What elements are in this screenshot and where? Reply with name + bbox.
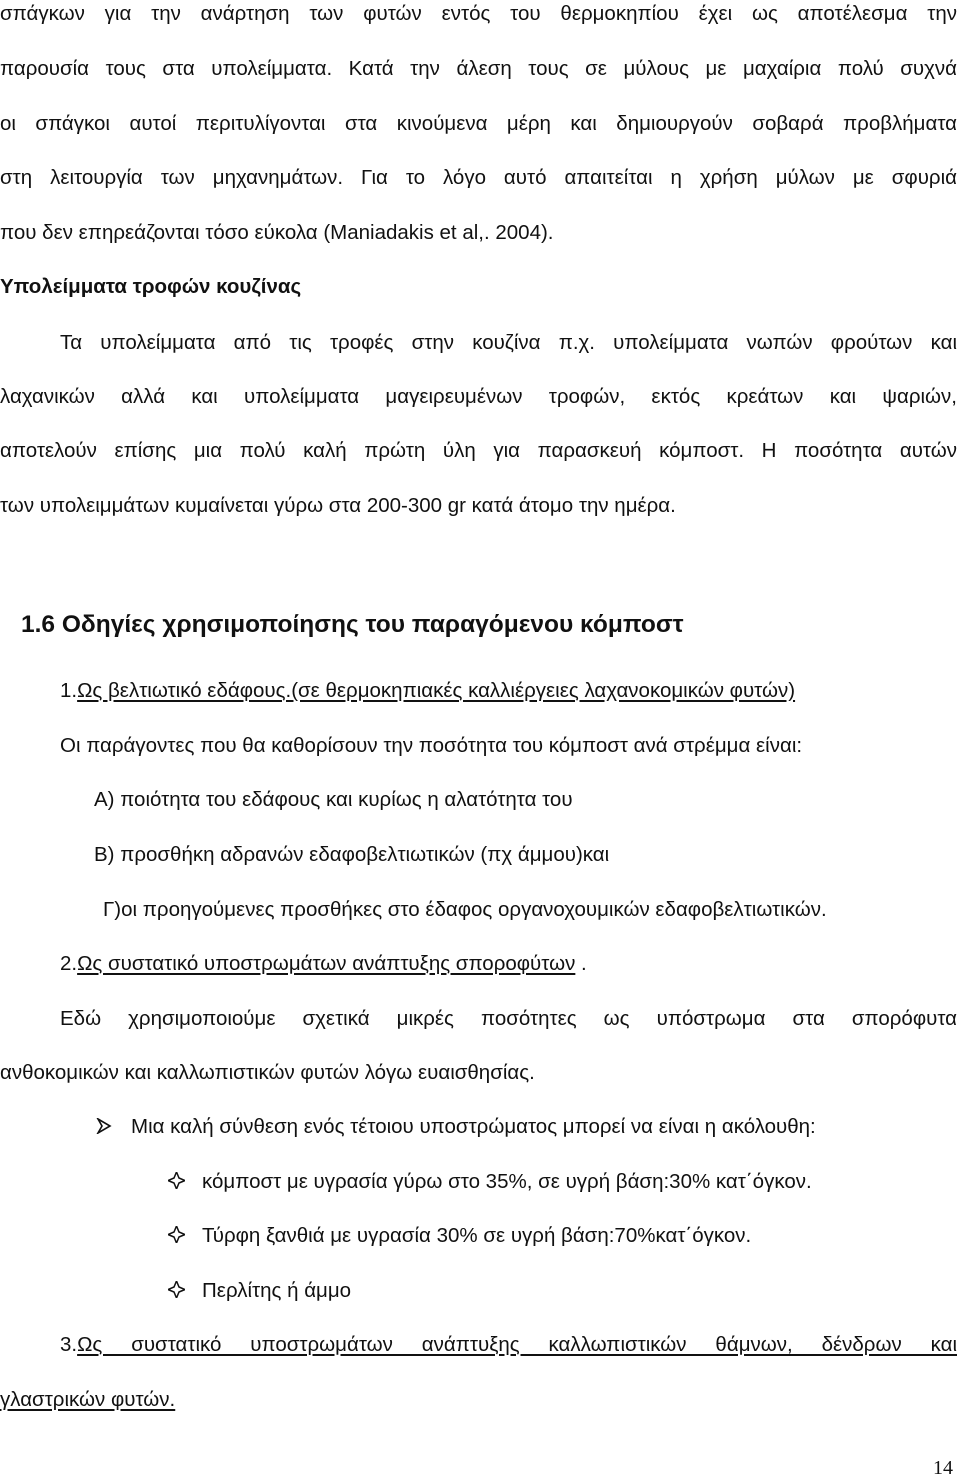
paragraph-line: οι σπάγκοι αυτοί περιτυλίγονται στα κινούμενα μέρη και δημιουργούν σοβαρά προβλήματα	[0, 112, 957, 135]
paragraph-line: λαχανικών αλλά και υπολείμματα μαγειρευμένων τροφών, εκτός κρεάτων και ψαριών,	[0, 385, 957, 408]
item-suffix: .	[575, 952, 587, 975]
item-title: Ως συστατικό υποστρωμάτων ανάπτυξης σποροφύτων	[77, 952, 576, 975]
subheading: Υπολείμματα τροφών κουζίνας	[0, 275, 302, 298]
paragraph-line: στη λειτουργία των μηχανημάτων. Για το λόγο αυτό απαιτείται η χρήση μύλων με σφυριά	[0, 166, 957, 189]
list-item: Α) ποιότητα του εδάφους και κυρίως η αλατότητα του	[94, 788, 573, 811]
list-item: Γ)οι προηγούμενες προσθήκες στο έδαφος οργανοχουμικών εδαφοβελτιωτικών.	[103, 898, 827, 921]
paragraph-line: Οι παράγοντες που θα καθορίσουν την ποσότητα του κόμποστ ανά στρέμμα είναι:	[60, 734, 803, 757]
paragraph-line: Εδώ χρησιμοποιούμε σχετικά μικρές ποσότητες ως υπόστρωμα στα σπορόφυτα	[60, 1007, 957, 1030]
paragraph-line: σπάγκων για την ανάρτηση των φυτών εντός του θερμοκηπίου έχει ως αποτέλεσμα την	[0, 2, 957, 25]
section-title: 1.6 Οδηγίες χρησιμοποίησης του παραγόμενου κόμποστ	[21, 611, 684, 638]
item-title: Ως βελτιωτικό εδάφους.(σε θερμοκηπιακές καλλιέργειες λαχανοκομικών φυτών)	[77, 679, 796, 702]
paragraph-line: αποτελούν επίσης μια πολύ καλή πρώτη ύλη για παρασκευή κόμποστ. Η ποσότητα αυτών	[0, 439, 957, 462]
sub-bullet-item: Τύρφη ξανθιά με υγρασία 30% σε υγρή βάση:70%κατ΄όγκον.	[202, 1224, 752, 1247]
paragraph-line: των υπολειμμάτων κυμαίνεται γύρω στα 200-300 gr κατά άτομο την ημέρα.	[0, 494, 676, 517]
sub-bullet-item: Περλίτης ή άμμο	[202, 1279, 352, 1302]
paragraph-line: παρουσία τους στα υπολείμματα. Κατά την άλεση τους σε μύλους με μαχαίρια πολύ συχνά	[0, 57, 957, 80]
page-number: 14	[933, 1457, 953, 1479]
sub-bullet-item: κόμποστ με υγρασία γύρω στο 35%, σε υγρή βάση:30% κατ΄όγκον.	[202, 1170, 812, 1193]
item-number: 3.	[60, 1333, 78, 1356]
paragraph-line: που δεν επηρεάζονται τόσο εύκολα (Maniadakis et al,. 2004).	[0, 221, 554, 244]
arrow-bullet-icon	[96, 1118, 112, 1134]
diamond-bullet-icon	[168, 1172, 185, 1189]
item-title-continued: γλαστρικών φυτών.	[0, 1388, 176, 1411]
diamond-bullet-icon	[168, 1281, 185, 1298]
numbered-item-3	[60, 1333, 957, 1357]
item-number: 2.	[60, 952, 78, 975]
item-title: Ως συστατικό υποστρωμάτων ανάπτυξης καλλωπιστικών θάμνων, δένδρων και	[77, 1333, 957, 1356]
paragraph-line: ανθοκομικών και καλλωπιστικών φυτών λόγω ευαισθησίας.	[0, 1061, 535, 1084]
list-item: Β) προσθήκη αδρανών εδαφοβελτιωτικών (πχ άμμου)και	[94, 843, 610, 866]
numbered-item-2	[60, 952, 587, 976]
diamond-bullet-icon	[168, 1226, 185, 1243]
item-number: 1.	[60, 679, 78, 702]
numbered-item-1	[60, 679, 795, 703]
paragraph-line: Τα υπολείμματα από τις τροφές στην κουζίνα π.χ. υπολείμματα νωπών φρούτων και	[60, 331, 957, 354]
bullet-item: Μια καλή σύνθεση ενός τέτοιου υποστρώματος μπορεί να είναι η ακόλουθη:	[131, 1115, 816, 1138]
